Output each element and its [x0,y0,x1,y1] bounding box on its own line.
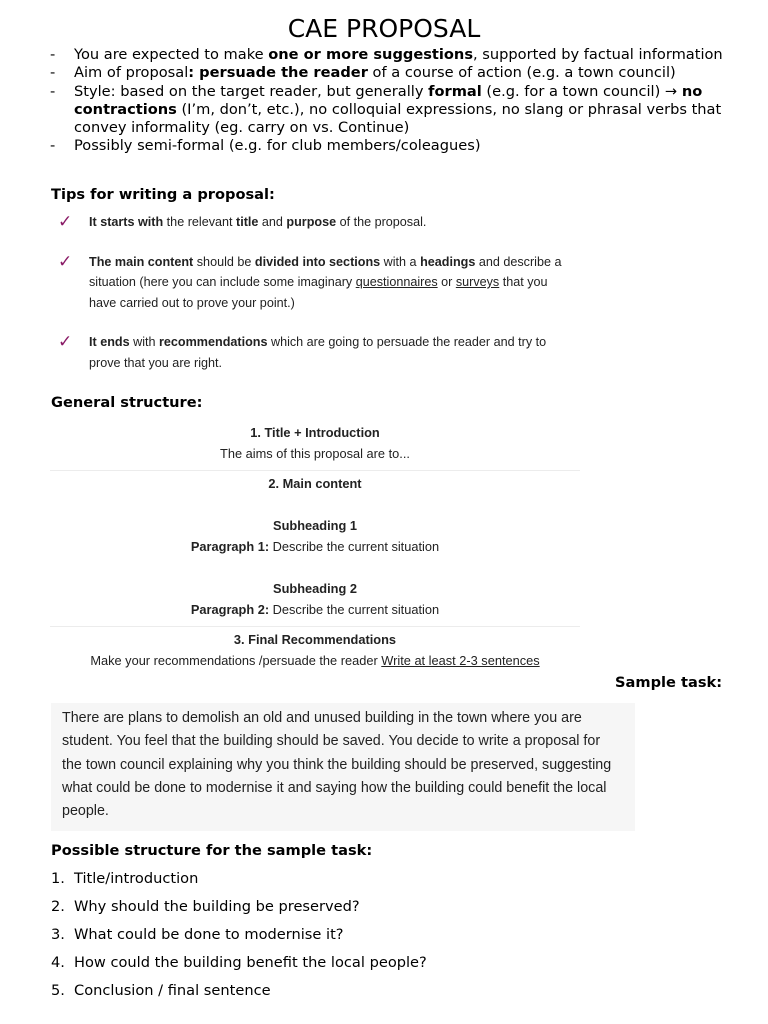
bullet-text [74,46,740,64]
bullet-dash: - [50,64,56,82]
text-run: (e.g. for a town council) → [481,82,682,100]
list-number: 1. [51,870,65,887]
list-number: 3. [51,926,65,943]
bullet-dash: - [50,46,56,63]
text-run: Aim of proposal [74,64,189,82]
text-run: or [437,275,456,289]
text-run: : persuade the reader [188,64,368,82]
text-run: It starts with [89,215,164,229]
tip-text [89,252,578,314]
text-run: Paragraph 1: [190,539,270,554]
structure-spacer [50,494,580,515]
structure-line [50,443,580,464]
bullet-text [74,83,740,138]
text-run: Describe the current situation [269,539,440,554]
text-run: and describe a situation (here you can include some imaginary [89,254,562,289]
text-run: title [236,215,259,229]
bullet-text [74,64,740,82]
check-icon: ✓ [58,332,73,351]
text-run: purpose [286,215,337,229]
text-run: recommendations [159,335,268,349]
text-run: surveys [455,275,500,289]
text-run: and [258,215,287,229]
tips-heading: Tips for writing a proposal: [51,186,275,203]
list-text: Title/introduction [74,870,199,887]
structure-line [50,515,580,536]
page-title: CAE PROPOSAL [287,14,481,43]
intro-bullet [50,64,740,82]
text-run: It ends [89,335,130,349]
text-run: one or more suggestions [268,46,474,63]
text-run: with a [380,254,421,269]
text-run: 3. Final Recommendations [233,632,397,647]
structure-block [50,471,580,627]
tip-text [89,212,578,233]
possible-structure-list [51,868,651,1008]
text-run: Make your recommendations /persuade the reader [90,653,382,668]
list-number: 2. [51,898,65,915]
text-run: no contractions [74,82,703,118]
structure-line [50,578,580,599]
text-run: The main content [89,254,194,269]
list-text: What could be done to modernise it? [74,926,344,943]
intro-bullet [50,46,740,64]
text-run: 2. Main content [268,476,362,491]
text-run: which are going to persuade the reader and try to prove that you are right. [89,335,547,370]
general-structure-table [50,420,580,677]
list-item [51,980,651,1008]
text-run: headings [420,254,476,269]
list-number: 5. [51,982,65,999]
text-run: the relevant [163,215,236,229]
text-run: that you have carried out to prove your point.) [89,275,548,310]
intro-bullet [50,83,740,138]
list-text: Why should the building be preserved? [74,898,360,915]
text-run: should be [193,254,255,269]
text-run: The aims of this proposal are to... [220,446,410,461]
list-text: Conclusion / final sentence [74,982,271,999]
check-icon: ✓ [58,212,73,231]
structure-line [50,536,580,557]
intro-bullet-list [50,46,740,156]
text-run: (I’m, don’t, etc.), no colloquial expressions, no slang or phrasal verbs that convey informality (eg. carry on vs. Continue) [74,100,722,137]
structure-line [50,599,580,620]
intro-bullet [50,137,740,155]
text-run: Write at least 2-3 sentences [381,653,540,668]
structure-block [50,420,580,471]
list-text: How could the building benefit the local people? [74,954,427,971]
text-run: , supported by factual information [473,46,723,63]
list-item [51,952,651,980]
tip-item [58,252,578,314]
bullet-text [74,137,740,155]
structure-line [50,422,580,443]
text-run: of the proposal. [336,215,427,229]
text-run: 1. Title + Introduction [250,425,380,440]
check-icon: ✓ [58,251,73,271]
sample-task-text: There are plans to demolish an old and unused building in the town where you are student. You feel that the building should be saved. You decide to write a proposal for the town council explaining why you think the building should be preserved, suggesting what could be done to modernise it and saying how the building could benefit the local people. [62,710,612,820]
possible-structure-heading: Possible structure for the sample task: [51,842,373,859]
tip-text [89,332,578,373]
text-run: Describe the current situation [269,602,440,617]
structure-block [50,627,580,677]
list-item [51,868,651,896]
sample-task-label: Sample task: [615,674,723,691]
list-item [51,896,651,924]
text-run: Possibly semi-formal (e.g. for club members/coleagues) [74,137,481,155]
text-run: Style: based on the target reader, but generally [74,82,429,100]
text-run: Subheading 2 [273,581,357,596]
structure-spacer [50,557,580,578]
text-run: formal [428,82,482,100]
text-run: questionnaires [355,275,438,289]
structure-line [50,473,580,494]
structure-line [50,650,580,671]
text-run: Subheading 1 [273,518,357,533]
sample-task-box [51,703,635,831]
structure-heading: General structure: [51,394,203,411]
text-run: divided into sections [254,254,381,269]
text-run: with [129,335,159,349]
tip-item [58,212,578,233]
text-run: You are expected to make [74,46,269,63]
structure-line [50,629,580,650]
list-item [51,924,651,952]
text-run: Paragraph 2: [190,602,270,617]
tips-list [58,212,578,392]
bullet-dash: - [50,82,56,100]
text-run: of a course of action (e.g. a town council) [367,64,676,82]
bullet-dash: - [50,137,56,155]
list-number: 4. [51,954,65,971]
tip-item [58,332,578,373]
